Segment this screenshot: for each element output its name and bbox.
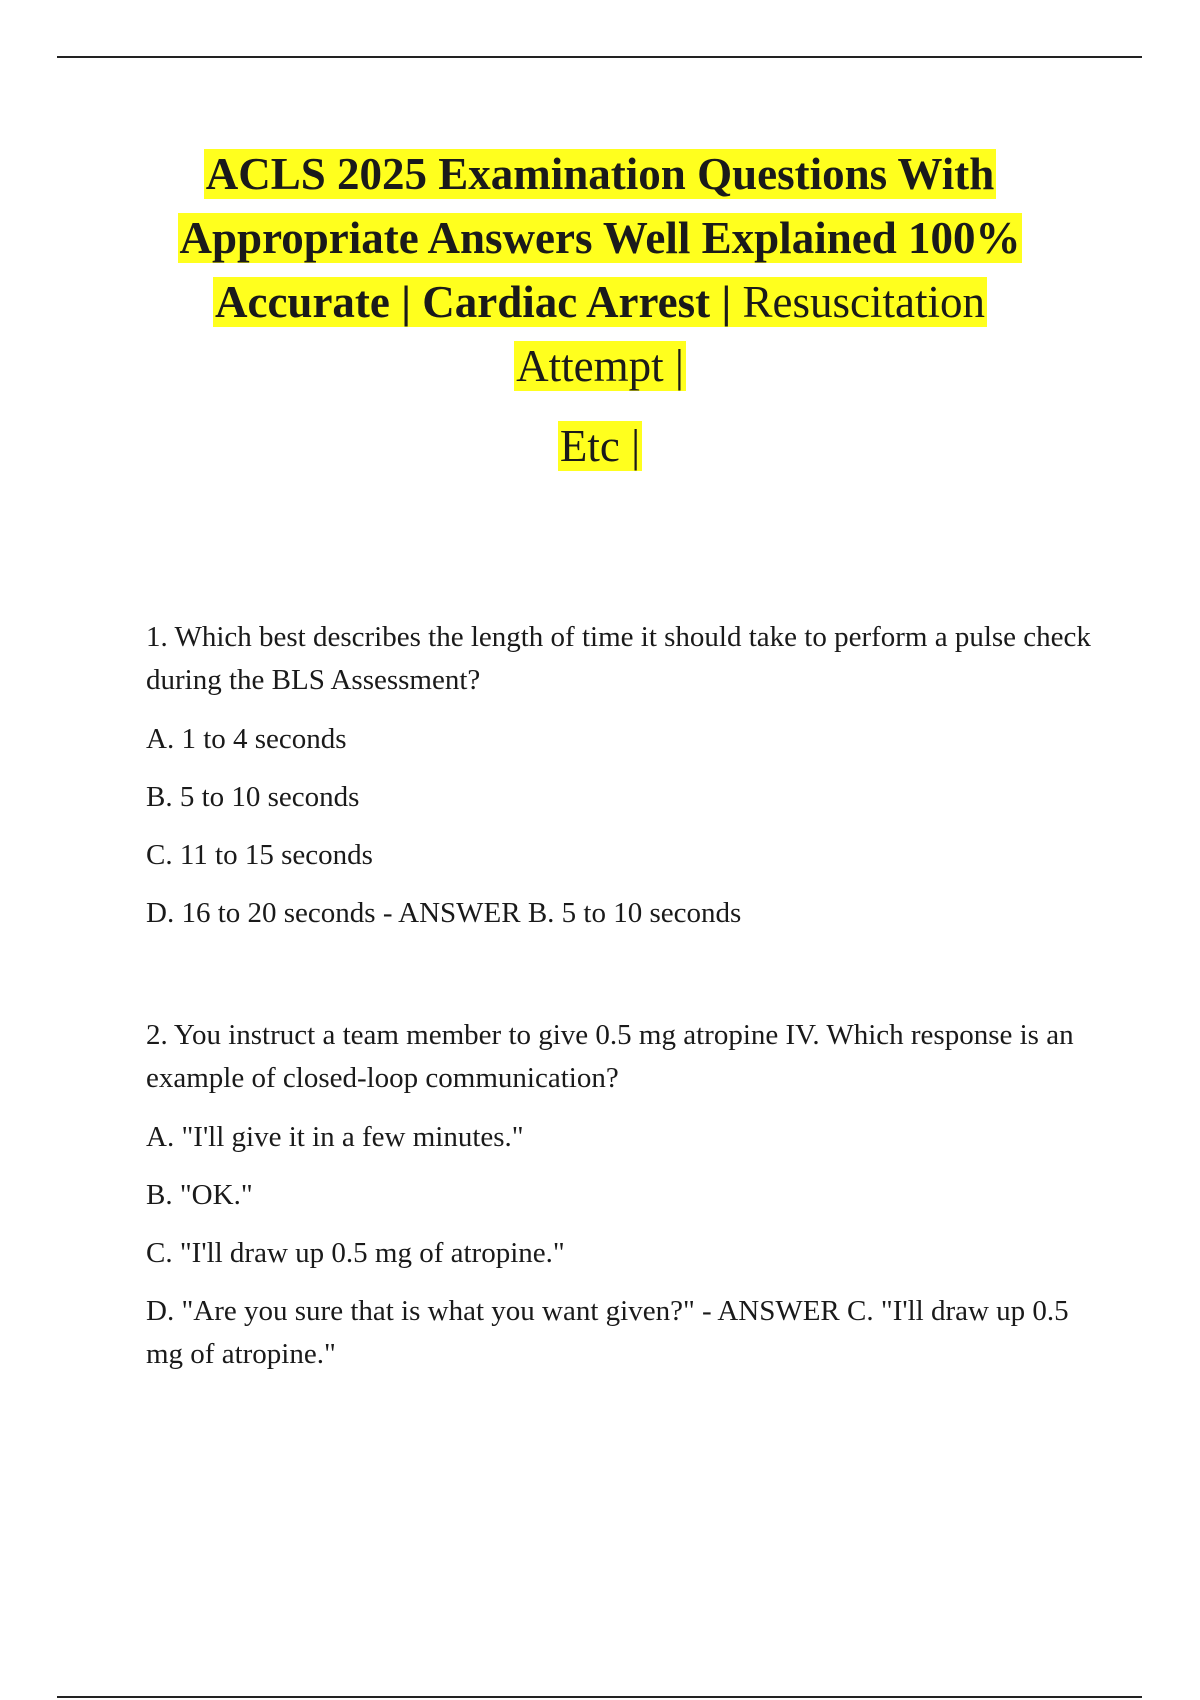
title-line-4 <box>130 334 1070 398</box>
question-2 <box>146 1014 1096 1376</box>
answer-option-b: B. 5 to 10 seconds <box>146 781 360 813</box>
title-line-3-highlight <box>213 277 987 327</box>
title-bold-2: Appropriate Answers Well Explained 100% <box>179 213 1021 263</box>
title-regular-3: Etc | <box>559 421 641 471</box>
answer-option-c: C. "I'll draw up 0.5 mg of atropine." <box>146 1237 565 1269</box>
title-line-5 <box>130 414 1070 478</box>
answer-option-a: A. 1 to 4 seconds <box>146 723 347 755</box>
question-stem: 2. You instruct a team member to give 0.5 mg atropine IV. Which response is an example of closed-loop communication? <box>146 1019 1074 1094</box>
bottom-rule <box>57 1696 1142 1698</box>
answer-option-b: B. "OK." <box>146 1179 253 1211</box>
document-title <box>130 142 1070 478</box>
title-regular-2: Attempt | <box>516 341 684 391</box>
top-rule <box>57 56 1142 58</box>
title-line-2 <box>130 206 1070 270</box>
answer-option-d: D. 16 to 20 seconds - ANSWER B. 5 to 10 seconds <box>146 897 742 929</box>
answer-option-d: D. "Are you sure that is what you want given?" - ANSWER C. "I'll draw up 0.5 mg of atropine." <box>146 1295 1069 1370</box>
title-bold-1: ACLS 2025 Examination Questions With <box>205 149 995 199</box>
question-stem: 1. Which best describes the length of time it should take to perform a pulse check during the BLS Assessment? <box>146 621 1091 696</box>
question-1 <box>146 616 1096 935</box>
title-line-3 <box>130 270 1070 334</box>
title-regular-1: Resuscitation <box>731 277 986 327</box>
title-line-1 <box>130 142 1070 206</box>
title-bold-3: Accurate | Cardiac Arrest | <box>214 277 732 327</box>
answer-option-c: C. 11 to 15 seconds <box>146 839 373 871</box>
answer-option-a: A. "I'll give it in a few minutes." <box>146 1121 524 1153</box>
